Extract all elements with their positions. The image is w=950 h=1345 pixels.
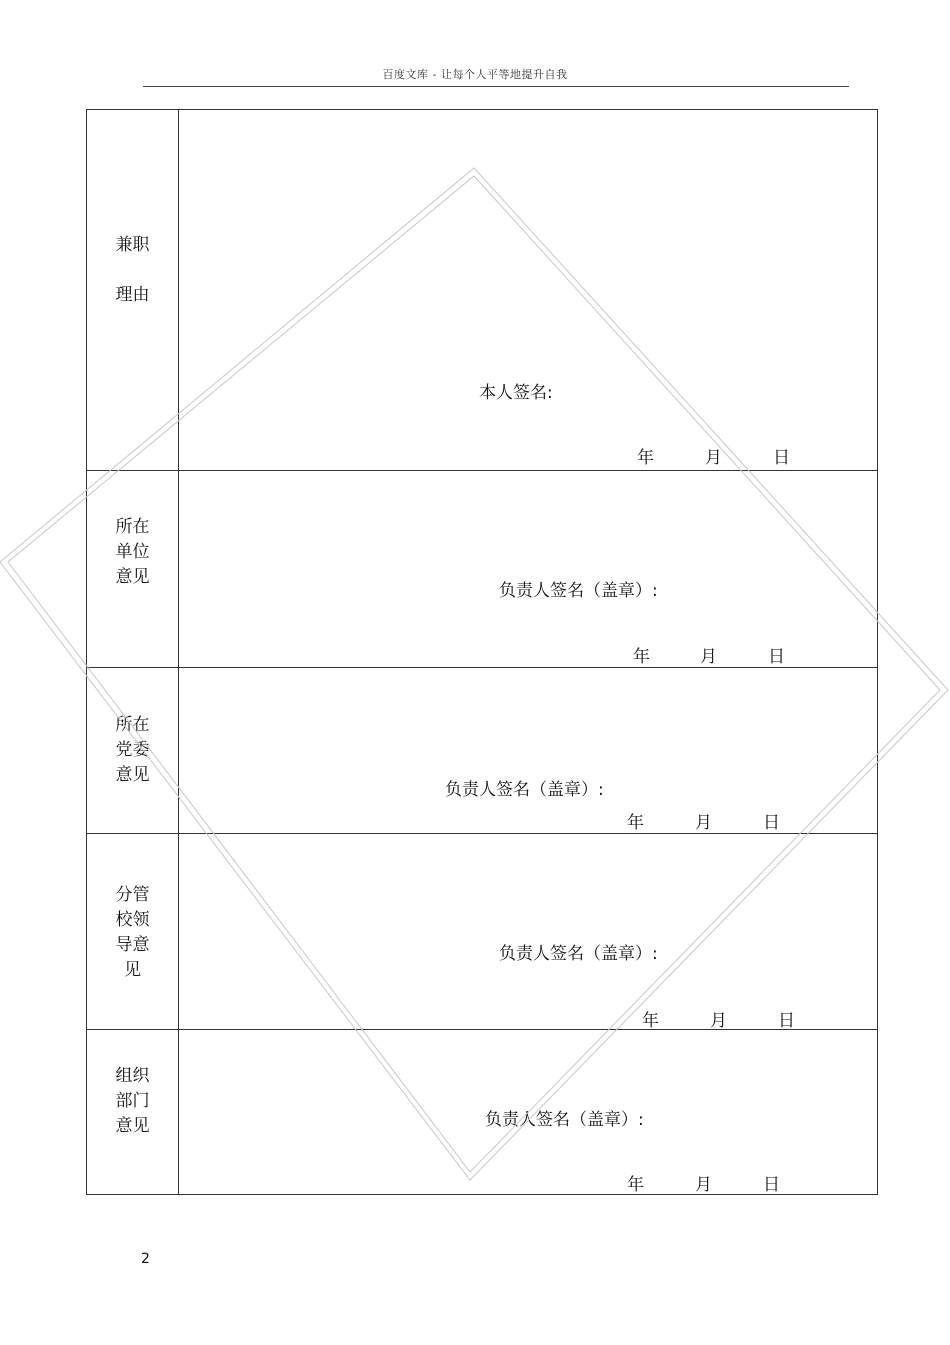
month-label: 月 [695,1175,712,1195]
day-label: 日 [763,1175,780,1195]
month-label: 月 [700,647,717,667]
page-header: 百度文库 - 让每个人平等地提升自我 [382,68,568,81]
year-label: 年 [627,813,644,833]
label-cell [87,834,179,1030]
leader-opinion-content-cell[interactable] [179,834,878,1030]
signature-label: 负责人签名（盖章）: [485,1110,644,1130]
label-cell [87,1030,179,1195]
row-label: 兼职 理由 [115,235,150,305]
form-row-unit-opinion [87,471,878,668]
year-label: 年 [642,1011,659,1031]
day-label: 日 [768,647,785,667]
organization-opinion-content-cell[interactable] [179,1030,878,1195]
form-row-party-committee-opinion [87,668,878,834]
day-label: 日 [773,448,790,468]
form-row-reason [87,110,878,471]
header-rule [143,86,849,87]
day-label: 日 [763,813,780,833]
unit-opinion-content-cell[interactable] [179,471,878,668]
row-label: 所在 单位 意见 [115,517,150,587]
signature-label: 负责人签名（盖章）: [499,944,658,964]
reason-content-cell[interactable] [179,110,878,471]
row-label: 所在 党委 意见 [115,715,150,785]
form-row-leader-opinion [87,834,878,1030]
year-label: 年 [627,1175,644,1195]
day-label: 日 [778,1011,795,1031]
signature-label: 负责人签名（盖章）: [445,780,604,800]
month-label: 月 [695,813,712,833]
month-label: 月 [705,448,722,468]
form-row-organization-opinion [87,1030,878,1195]
approval-form-table [86,109,878,1195]
month-label: 月 [710,1011,727,1031]
row-label: 分管 校领 导意 见 [115,885,150,980]
year-label: 年 [633,647,650,667]
label-cell [87,110,179,471]
label-cell [87,668,179,834]
party-opinion-content-cell[interactable] [179,668,878,834]
year-label: 年 [637,448,654,468]
label-cell [87,471,179,668]
signature-label: 本人签名: [479,383,553,403]
page-number: 2 [141,1251,150,1267]
signature-label: 负责人签名（盖章）: [499,581,658,601]
row-label: 组织 部门 意见 [115,1066,150,1136]
